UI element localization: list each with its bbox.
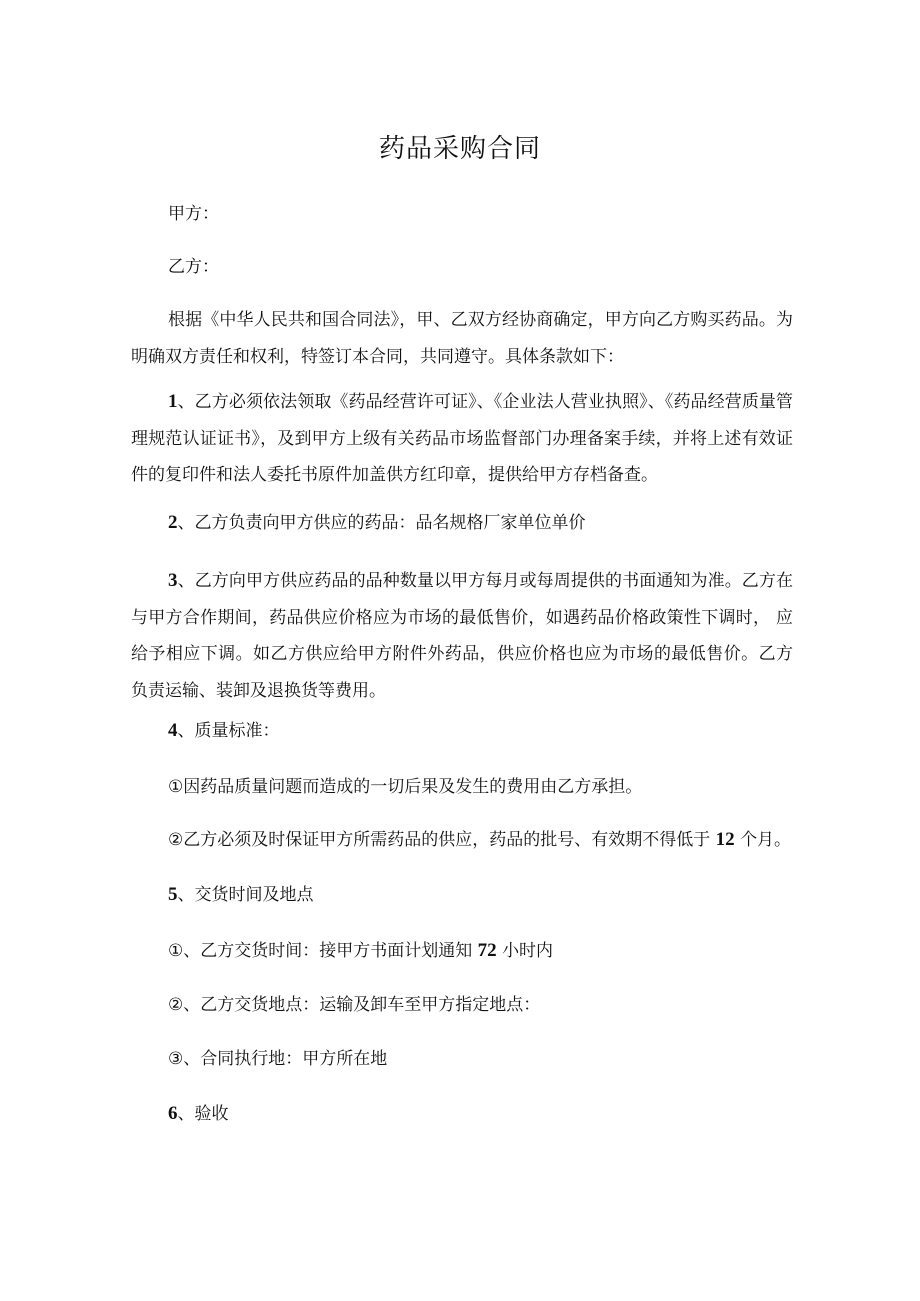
clause-4-item-1: ①因药品质量问题而造成的一切后果及发生的费用由乙方承担。 xyxy=(168,777,643,797)
clause-4-item-2-post: 个月。 xyxy=(740,830,792,850)
clause-4-number: 4 xyxy=(168,720,178,741)
clause-3-number: 3 xyxy=(168,570,178,591)
clause-4-item-2-number: 12 xyxy=(715,829,735,850)
clause-5-item-2: ②、乙方交货地点：运输及卸车至甲方指定地点： xyxy=(168,995,541,1015)
clause-2 xyxy=(168,510,586,536)
clause-5-item-1 xyxy=(168,938,553,964)
clause-6-text: 、验收 xyxy=(177,1104,229,1124)
clause-1-number: 1 xyxy=(168,391,178,412)
clause-5-text: 、交货时间及地点 xyxy=(177,885,314,905)
clause-4-item-2-pre: ②乙方必须及时保证甲方所需药品的供应，药品的批号、有效期不得低于 xyxy=(168,830,711,850)
intro-paragraph: 根据《中华人民共和国合同法》，甲、乙双方经协商确定，甲方向乙方购买药品。为明确双方责任和权利，特签订本合同，共同遵守。具体条款如下： xyxy=(131,310,793,367)
clause-3 xyxy=(131,563,793,709)
party-a-label: 甲方： xyxy=(168,204,219,224)
clause-6-heading xyxy=(168,1101,229,1127)
clause-6-number: 6 xyxy=(168,1103,178,1124)
clause-2-text: 、乙方负责向甲方供应的药品：品名规格厂家单位单价 xyxy=(177,513,586,533)
clause-5-item-1-number: 72 xyxy=(477,940,497,961)
clause-3-text: 、乙方向甲方供应药品的品种数量以甲方每月或每周提供的书面通知为准。乙方在与甲方合作期间，药品供应价格应为市场的最低售价，如遇药品价格政策性下调时， 应给予相应下调。如乙方供应给甲方附件外药品，供应价格也应为市场的最低售价。乙方负责运输、装卸及退换货等费用。 xyxy=(131,571,793,701)
clause-5-item-1-post: 小时内 xyxy=(502,941,554,961)
clause-1-text: 、乙方必须依法领取《药品经营许可证》、《企业法人营业执照》、《药品经营质量管理规范认证证书》，及到甲方上级有关药品市场监督部门办理备案手续，并将上述有效证件的复印件和法人委托书原件加盖供方红印章，提供给甲方存档备查。 xyxy=(131,392,793,485)
clause-5-item-3: ③、合同执行地：甲方所在地 xyxy=(168,1049,388,1069)
clause-4-item-2 xyxy=(168,827,791,853)
clause-5-heading xyxy=(168,882,314,908)
clause-2-number: 2 xyxy=(168,512,178,533)
clause-5-item-1-pre: ①、乙方交货时间：接甲方书面计划通知 xyxy=(168,941,473,961)
party-b-label: 乙方： xyxy=(168,257,219,277)
clause-4-text: 、质量标准： xyxy=(177,721,280,741)
clause-4-heading xyxy=(168,718,280,744)
clause-1 xyxy=(131,384,793,494)
clause-5-number: 5 xyxy=(168,884,178,905)
document-title: 药品采购合同 xyxy=(378,134,541,164)
